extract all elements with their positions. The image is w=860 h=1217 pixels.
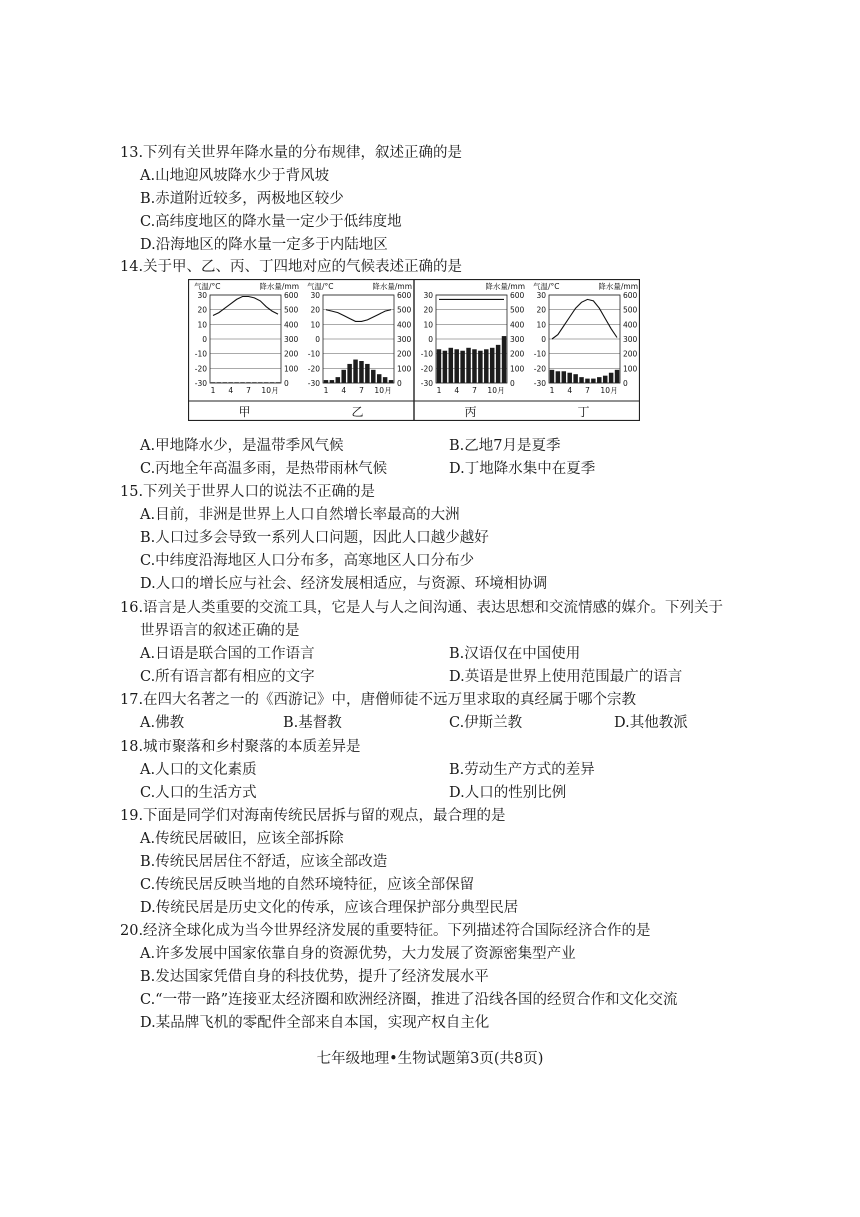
panel-1-temp-tick: -10 [194,349,207,359]
panel-1-precip-tick: 100 [284,364,299,374]
q19-option-b: B.传统民居居住不舒适，应该全部改造 [140,854,388,870]
q16-stem-line1: 16.语言是人类重要的交流工具，它是人与人之间沟通、表达思想和交流情感的媒介。下列关于 [120,600,724,616]
panel-3-precip-bar [478,351,482,383]
q16-option-a: A.日语是联合国的工作语言 [140,646,315,662]
panel-1-precip-tick: 0 [284,379,289,388]
panel-4-month-tick: 月 [610,386,618,395]
panel-3-precip-tick: 300 [510,335,525,344]
panel-2-month-tick: 4 [341,386,347,395]
panel-3-precip-bar [496,345,500,383]
q20-option-c: C.“一带一路”连接亚太经济圈和欧洲经济圈，推进了沿线各国的经贸合作和文化交流 [140,992,678,1008]
panel-2-precip-bar [359,361,363,383]
panel-1-precip-bar [246,382,250,383]
panel-1-temp-tick: -30 [194,379,207,388]
panel-2-month-tick: 10 [374,386,384,395]
panel-4-precip-bar [550,370,554,383]
q14-option-b: B.乙地7月是夏季 [449,438,561,454]
panel-3-precip-bar [490,348,494,383]
panel-2-precip-tick: 500 [397,305,412,315]
panel-1-precip-bar [240,382,244,383]
panel-1-month-tick: 7 [246,386,251,395]
q15-option-a: A.目前，非洲是世界上人口自然增长率最高的大洲 [140,507,460,523]
panel-3-precip-tick: 200 [510,349,525,359]
panel-4-temp-tick: 20 [536,305,546,315]
q18-option-b: B.劳动生产方式的差异 [449,762,595,778]
panel-1-precip-bar [211,382,215,383]
panel-4-precip-bar [597,377,601,383]
panel-1-precip-tick: 600 [284,291,299,300]
panel-4-precip-bar [562,371,566,383]
panel-3-month-tick: 4 [454,386,460,395]
panel-4-precip-bar [579,377,583,383]
panel-2-precip-tick: 600 [397,291,412,300]
panel-3-precip-axis-title: 降水量/mm [485,282,525,291]
panel-2-month-tick: 1 [323,386,329,395]
q17-option-d: D.其他教派 [614,715,688,731]
panel-1-precip-bar [223,382,227,383]
panel-1-precip-bar [234,382,238,383]
q15-option-c: C.中纬度沿海地区人口分布多，高寒地区人口分布少 [140,553,475,569]
q13-stem: 13.下列有关世界年降水量的分布规律，叙述正确的是 [120,145,463,161]
panel-2-precip-axis-title: 降水量/mm [372,282,412,291]
panel-1-precip-bar [217,382,221,383]
panel-1-precip-bar [228,382,232,383]
panel-3-precip-tick: 600 [510,291,525,300]
panel-3-month-tick: 1 [436,386,442,395]
panel-2-month-tick: 7 [359,386,364,395]
panel-4-temp-tick: -10 [533,349,546,359]
q13-option-c: C.高纬度地区的降水量一定少于低纬度地 [140,214,402,230]
q18-option-a: A.人口的文化素质 [140,762,257,778]
panel-2-precip-bar [389,380,393,383]
panel-3-precip-bar [449,348,453,383]
q20-option-a: A.许多发展中国家依靠自身的资源优势，大力发展了资源密集型产业 [140,946,576,962]
q20-option-b: B.发达国家凭借自身的科技优势，提升了经济发展水平 [140,969,489,985]
q16-option-b: B.汉语仅在中国使用 [449,646,581,662]
panel-1-temp-tick: 10 [197,320,207,330]
panel-1-month-tick: 1 [210,386,216,395]
panel-2-temp-tick: -10 [307,349,320,359]
panel-2-precip-bar [371,370,375,383]
q15-option-d: D.人口的增长应与社会、经济发展相适应，与资源、环境相协调 [140,576,548,592]
panel-2-precip-tick: 0 [397,379,402,388]
panel-1-temp-tick: 30 [197,291,207,300]
q17-option-c: C.伊斯兰教 [449,715,523,731]
panel-3-precip-tick: 100 [510,364,525,374]
panel-3-precip-bar [460,351,464,383]
panel-2-precip-bar [324,380,328,383]
panel-3-precip-bar [437,349,441,383]
q17-stem: 17.在四大名著之一的《西游记》中，唐僧师徒不远万里求取的真经属于哪个宗教 [120,692,637,708]
panel-4-temperature-line [552,299,617,339]
panel-3-month-tick: 月 [497,386,505,395]
q13-option-d: D.沿海地区的降水量一定多于内陆地区 [140,237,388,253]
panel-4-precip-bar [573,374,577,383]
panel-1-precip-bar [252,382,256,383]
panel-2-month-tick: 月 [384,386,392,395]
panel-3-month-tick: 7 [472,386,477,395]
panel-2-precip-bar [341,370,345,383]
panel-2-precip-bar [377,374,381,383]
panel-1-month-tick: 月 [271,386,279,395]
panel-4-label: 丁 [577,405,590,419]
panel-3-precip-tick: 500 [510,305,525,315]
panel-4-precip-tick: 400 [623,320,638,330]
panel-4-temp-tick: -20 [533,364,546,374]
q14-option-c: C.丙地全年高温多雨，是热带雨林气候 [140,461,388,477]
panel-1-month-tick: 10 [261,386,271,395]
panel-3-precip-bar [502,336,506,383]
panel-4-precip-bar [556,371,560,383]
panel-2-temp-tick: 0 [315,335,320,344]
panel-1-temperature-line [213,297,278,316]
panel-2-precip-tick: 300 [397,335,412,344]
panel-2-temp-tick: -20 [307,364,320,374]
panel-3-temp-tick: 0 [428,335,433,344]
q15-option-b: B.人口过多会导致一系列人口问题，因此人口越少越好 [140,530,489,546]
q19-option-c: C.传统民居反映当地的自然环境特征，应该全部保留 [140,877,475,893]
panel-3-temp-tick: 30 [423,291,433,300]
panel-3-precip-bar [472,349,476,383]
q20-option-d: D.某品牌飞机的零配件全部来自本国，实现产权自主化 [140,1015,490,1031]
q18-stem: 18.城市聚落和乡村聚落的本质差异是 [120,739,361,755]
panel-2-precip-bar [347,364,351,383]
panel-4-month-tick: 7 [585,386,590,395]
panel-4-precip-bar [615,370,619,383]
q18-option-d: D.人口的性别比例 [449,785,567,801]
climate-charts-figure [188,279,640,421]
q13-option-a: A.山地迎风坡降水少于背风坡 [140,168,330,184]
panel-4-month-tick: 10 [600,386,610,395]
panel-3-label: 丙 [464,405,477,419]
q20-stem: 20.经济全球化成为当今世界经济发展的重要特征。下列描述符合国际经济合作的是 [120,923,651,939]
panel-4-month-tick: 1 [549,386,555,395]
panel-2-precip-tick: 100 [397,364,412,374]
panel-4-temp-tick: 10 [536,320,546,330]
panel-3-temp-tick: 10 [423,320,433,330]
panel-3-month-tick: 10 [487,386,497,395]
panel-3-precip-bar [454,349,458,383]
panel-2-precip-bar [336,377,340,383]
q19-stem: 19.下面是同学们对海南传统民居拆与留的观点，最合理的是 [120,808,506,824]
panel-1-temp-axis-title: 气温/°C [194,282,221,291]
panel-3-temp-tick: -30 [420,379,433,388]
panel-1-label: 甲 [238,405,251,419]
panel-4-precip-bar [567,373,571,383]
panel-2-precip-bar [330,380,334,383]
panel-4-temp-tick: -30 [533,379,546,388]
q16-option-d: D.英语是世界上使用范围最广的语言 [449,669,683,685]
panel-3-precip-bar [443,351,447,383]
panel-4-precip-tick: 0 [623,379,628,388]
panel-2-precip-tick: 400 [397,320,412,330]
page-footer: 七年级地理•生物试题第3页(共8页) [316,1051,544,1067]
panel-2-temp-axis-title: 气温/°C [307,282,334,291]
panel-4-temp-tick: 0 [541,335,546,344]
q19-option-d: D.传统民居是历史文化的传承，应该合理保护部分典型民居 [140,900,519,916]
q14-option-a: A.甲地降水少，是温带季风气候 [140,438,344,454]
q18-option-c: C.人口的生活方式 [140,785,257,801]
q13-option-b: B.赤道附近较多，两极地区较少 [140,191,344,207]
panel-4-precip-tick: 300 [623,335,638,344]
panel-3-precip-tick: 0 [510,379,515,388]
panel-2-label: 乙 [351,405,364,419]
panel-2-precip-bar [365,364,369,383]
panel-4-precip-axis-title: 降水量/mm [598,282,638,291]
panel-1-precip-tick: 500 [284,305,299,315]
panel-4-temp-axis-title: 气温/°C [533,282,560,291]
panel-2-temp-tick: 30 [310,291,320,300]
panel-3-temp-tick: 20 [423,305,433,315]
panel-3-precip-bar [484,349,488,383]
q16-stem-line2: 世界语言的叙述正确的是 [140,623,300,639]
panel-1-temp-tick: 20 [197,305,207,315]
panel-1-precip-tick: 200 [284,349,299,359]
panel-4-precip-tick: 200 [623,349,638,359]
panel-1-precip-bar [270,382,274,383]
q17-option-a: A.佛教 [140,715,185,731]
panel-2-temp-tick: 20 [310,305,320,315]
panel-2-temp-tick: 10 [310,320,320,330]
panel-1-month-tick: 4 [228,386,234,395]
panel-4-precip-bar [603,376,607,383]
q15-stem: 15.下列关于世界人口的说法不正确的是 [120,484,376,500]
panel-4-month-tick: 4 [567,386,573,395]
panel-1-precip-bar [258,382,262,383]
panel-3-temp-tick: -20 [420,364,433,374]
panel-4-precip-tick: 100 [623,364,638,374]
panel-4-precip-bar [591,379,595,383]
panel-2-temperature-line [326,310,391,322]
panel-1-precip-tick: 400 [284,320,299,330]
q14-stem: 14.关于甲、乙、丙、丁四地对应的气候表述正确的是 [120,259,463,275]
panel-4-precip-bar [585,379,589,383]
panel-1-precip-bar [264,382,268,383]
panel-1-precip-bar [276,382,280,383]
q19-option-a: A.传统民居破旧，应该全部拆除 [140,831,344,847]
panel-4-temp-tick: 30 [536,291,546,300]
panel-2-temp-tick: -30 [307,379,320,388]
panel-3-precip-bar [466,348,470,383]
panel-2-precip-tick: 200 [397,349,412,359]
panel-4-precip-tick: 500 [623,305,638,315]
panel-4-precip-bar [609,373,613,383]
panel-3-temp-tick: -10 [420,349,433,359]
panel-3-precip-tick: 400 [510,320,525,330]
q14-option-d: D.丁地降水集中在夏季 [449,461,596,477]
panel-2-precip-bar [353,360,357,383]
panel-1-precip-axis-title: 降水量/mm [259,282,299,291]
panel-1-precip-tick: 300 [284,335,299,344]
q17-option-b: B.基督教 [283,715,342,731]
panel-1-temp-tick: 0 [202,335,207,344]
panel-2-precip-bar [383,377,387,383]
panel-1-temp-tick: -20 [194,364,207,374]
q16-option-c: C.所有语言都有相应的文字 [140,669,315,685]
panel-4-precip-tick: 600 [623,291,638,300]
